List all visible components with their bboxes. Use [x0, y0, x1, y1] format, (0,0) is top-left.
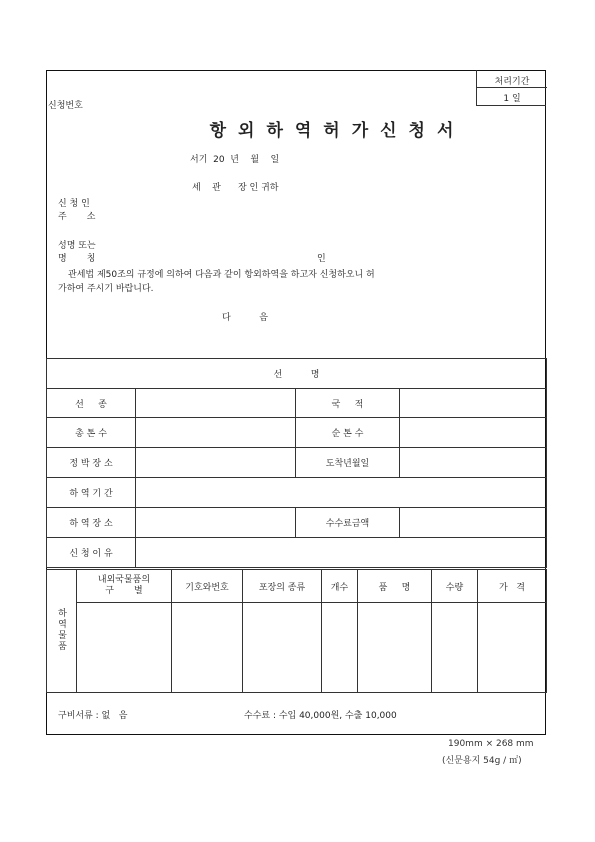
- cargo-period-field[interactable]: [136, 478, 547, 508]
- reason-field[interactable]: [136, 538, 547, 568]
- packaging-header: 포장의 종류: [243, 570, 322, 603]
- cargo-items-table: [46, 569, 547, 693]
- document-title: 항외하역허가신청서: [209, 121, 466, 141]
- nationality-label: 국 적: [296, 389, 400, 418]
- price-field[interactable]: [478, 603, 547, 693]
- paper-size: 190mm × 268 mm: [448, 739, 534, 749]
- fee-text: 수수료 : 수입 40,000원, 수출 10,000: [244, 711, 397, 721]
- fee-amount-field[interactable]: [400, 508, 547, 538]
- arrival-date-label: 도착년월일: [296, 448, 400, 478]
- berth-field[interactable]: [136, 448, 296, 478]
- mark-field[interactable]: [172, 603, 243, 693]
- applicant-label: 신 청 인: [58, 199, 90, 209]
- price-header: 가 격: [478, 570, 547, 603]
- address-label: 주 소: [58, 212, 96, 222]
- origin-header: 내외국물품의 구 별: [77, 570, 172, 603]
- mark-header: 기호와번호: [172, 570, 243, 603]
- count-header: 개수: [322, 570, 358, 603]
- processing-period-box: [476, 70, 546, 106]
- net-tonnage-field[interactable]: [400, 418, 547, 448]
- name-label-2: 명 칭: [58, 254, 96, 264]
- ship-type-field[interactable]: [136, 389, 296, 418]
- processing-period-label: 처리기간: [494, 77, 530, 87]
- following-heading: 다 음: [222, 313, 268, 323]
- ship-type-label: 선 종: [47, 389, 136, 418]
- berth-label: 정 박 장 소: [47, 448, 136, 478]
- cargo-place-field[interactable]: [136, 508, 296, 538]
- reason-label: 신 청 이 유: [47, 538, 136, 568]
- application-number-label: 신청번호: [48, 101, 83, 111]
- quantity-field[interactable]: [432, 603, 478, 693]
- recipient-line: 세 관 장 인 귀하: [192, 183, 279, 193]
- paper-type: (신문용지 54g / ㎡): [442, 756, 522, 766]
- ship-name-header: 선 명: [47, 359, 547, 389]
- details-table: [46, 358, 547, 568]
- net-tonnage-label: 순 톤 수: [296, 418, 400, 448]
- item-header: 품 명: [358, 570, 432, 603]
- nationality-field[interactable]: [400, 389, 547, 418]
- origin-field[interactable]: [77, 603, 172, 693]
- count-field[interactable]: [322, 603, 358, 693]
- cargo-side-label: 하역물품: [47, 570, 77, 693]
- quantity-header: 수량: [432, 570, 478, 603]
- seal-mark: 인: [317, 254, 326, 264]
- item-field[interactable]: [358, 603, 432, 693]
- gross-tonnage-field[interactable]: [136, 418, 296, 448]
- name-label-1: 성명 또는: [58, 241, 96, 251]
- body-text-line-2: 가하여 주시기 바랍니다.: [58, 284, 154, 294]
- processing-period-value: 1 일: [503, 94, 521, 104]
- fee-amount-label: 수수료금액: [296, 508, 400, 538]
- arrival-date-field[interactable]: [400, 448, 547, 478]
- cargo-period-label: 하 역 기 간: [47, 478, 136, 508]
- body-text-line-1: 관세법 제50조의 규정에 의하여 다음과 같이 항외하역을 하고자 신청하오니 허: [68, 270, 375, 280]
- required-documents: 구비서류 : 없 음: [58, 711, 128, 721]
- cargo-place-label: 하 역 장 소: [47, 508, 136, 538]
- packaging-field[interactable]: [243, 603, 322, 693]
- gross-tonnage-label: 총 톤 수: [47, 418, 136, 448]
- date-line: 서기 20 년 월 일: [190, 155, 280, 165]
